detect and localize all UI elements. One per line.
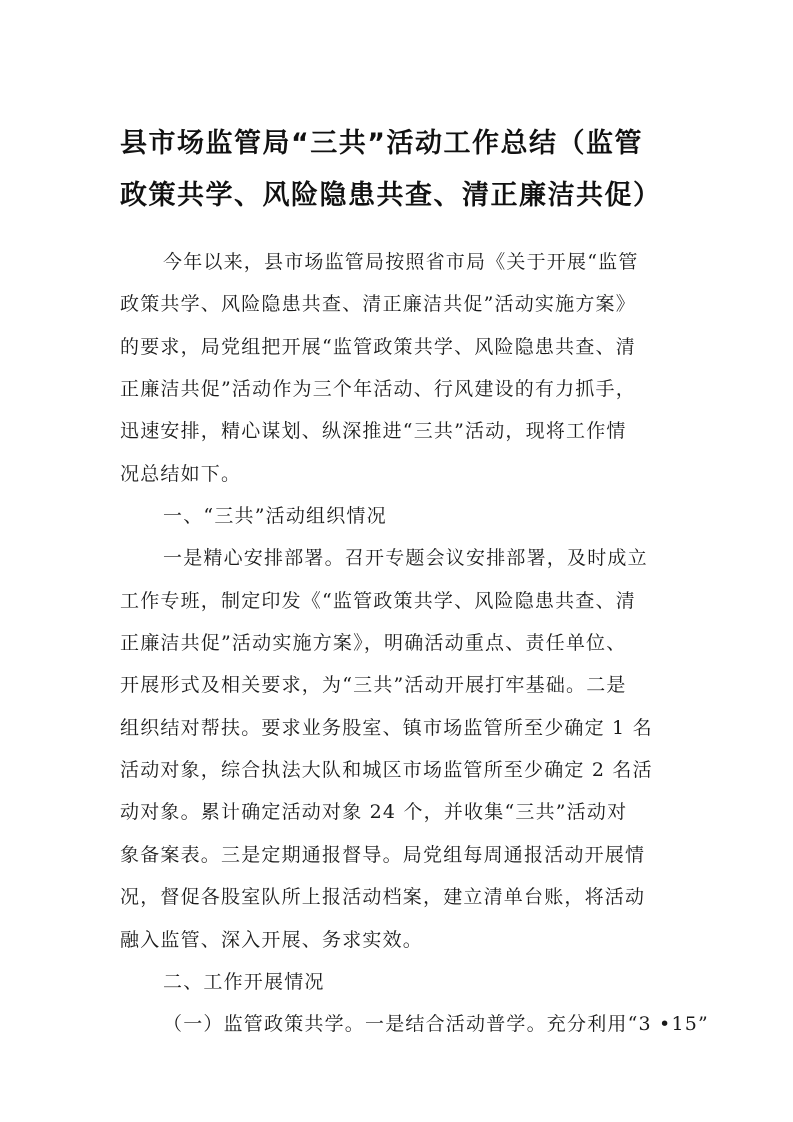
paragraph-intro-line: 迅速安排，精心谋划、纵深推进“三共”活动，现将工作情 <box>120 420 627 443</box>
paragraph-intro-line: 正廉洁共促”活动作为三个年活动、行风建设的有力抓手， <box>120 378 636 401</box>
document-title <box>120 118 680 222</box>
paragraph-organization-line: 开展形式及相关要求，为“三共”活动开展打牢基础。二是 <box>120 674 627 697</box>
section-heading-2: 二、工作开展情况 <box>163 970 325 993</box>
paragraph-work-line: （一）监管政策共学。一是结合活动普学。充分利用“3 •15” <box>163 1013 709 1036</box>
paragraph-organization-line: 工作专班，制定印发《“监管政策共学、风险隐患共查、清 <box>120 589 636 612</box>
paragraph-organization-line: 一是精心安排部署。召开专题会议安排部署，及时成立 <box>163 547 648 570</box>
paragraph-intro-line: 的要求，局党组把开展“监管政策共学、风险隐患共查、清 <box>120 335 636 358</box>
title-line-1: 县市场监管局“三共”活动工作总结（监管 <box>120 128 643 159</box>
paragraph-organization-line: 组织结对帮扶。要求业务股室、镇市场监管所至少确定 1 名 <box>120 716 653 739</box>
paragraph-organization-line: 正廉洁共促”活动实施方案》，明确活动重点、责任单位、 <box>120 632 627 655</box>
paragraph-intro-line: 今年以来，县市场监管局按照省市局《关于开展“监管 <box>163 251 639 273</box>
paragraph-organization-line: 象备案表。三是定期通报督导。局党组每周通报活动开展情 <box>120 843 646 866</box>
section-heading-1: 一、“三共”活动组织情况 <box>163 505 387 528</box>
paragraph-intro-line: 况总结如下。 <box>120 462 242 485</box>
paragraph-organization-line: 动对象。累计确定活动对象 24 个，并收集“三共”活动对 <box>120 801 628 824</box>
title-line-2: 政策共学、风险隐患共查、清正廉洁共促） <box>120 180 662 211</box>
paragraph-intro-line: 政策共学、风险隐患共查、清正廉洁共促”活动实施方案》 <box>120 293 636 316</box>
document-body <box>120 241 709 1046</box>
paragraph-organization-line: 况，督促各股室队所上报活动档案，建立清单台账，将活动 <box>120 886 646 909</box>
paragraph-organization-line: 融入监管、深入开展、务求实效。 <box>120 928 424 951</box>
paragraph-organization-line: 活动对象，综合执法大队和城区市场监管所至少确定 2 名活 <box>120 759 653 782</box>
